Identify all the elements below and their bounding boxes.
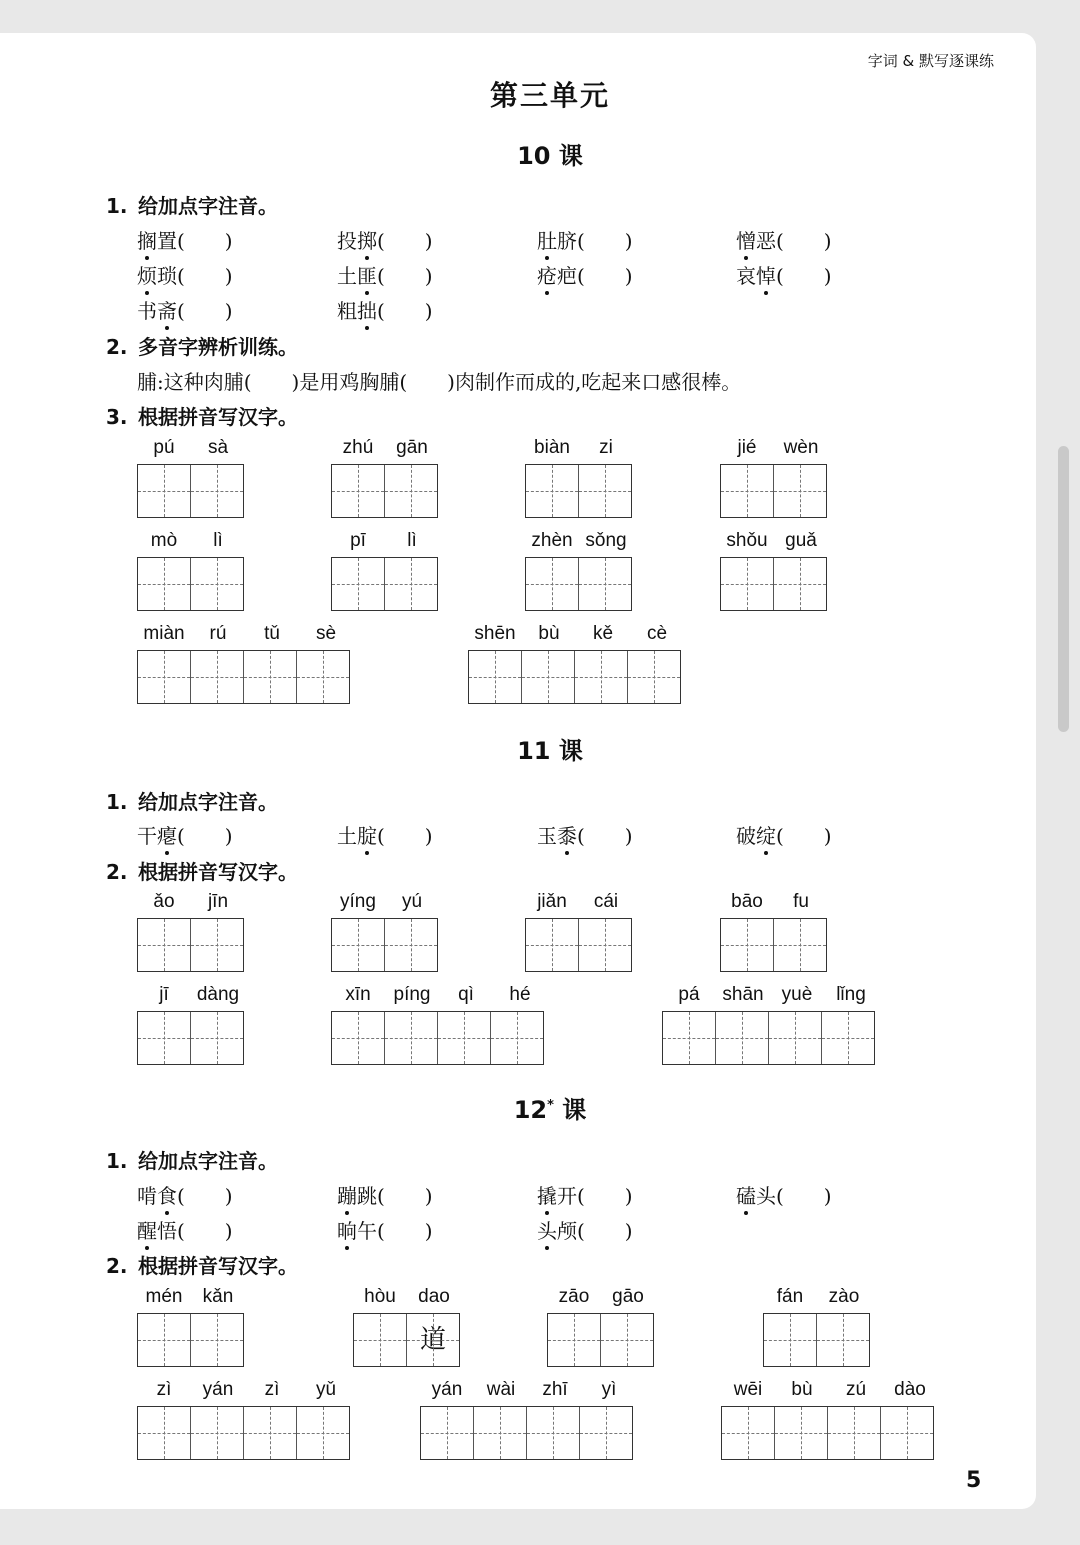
char-box[interactable] [579, 558, 631, 610]
pinyin-line [331, 984, 547, 1012]
pinyin-syllable: kǎn [202, 1286, 234, 1307]
pinyin-syllable: zú [845, 1379, 867, 1400]
char-box[interactable] [526, 465, 579, 517]
writing-grid [720, 918, 827, 972]
char-box[interactable] [721, 465, 774, 517]
pinyin-writing-group [420, 1379, 636, 1469]
pinyin-writing-group [353, 1286, 461, 1376]
series-header: 字词 & 默写逐课练 [867, 52, 994, 70]
char-box[interactable] [522, 651, 575, 703]
phonetic-item: 书斋( ) [137, 295, 233, 324]
phonetic-item: 土腚( ) [337, 820, 433, 849]
char-box[interactable] [332, 465, 385, 517]
char-box[interactable] [191, 558, 243, 610]
pinyin-line [525, 530, 633, 558]
pinyin-writing-group [525, 530, 633, 620]
phonetic-item: 投掷( ) [337, 225, 433, 254]
pinyin-syllable: bù [538, 623, 560, 644]
pinyin-syllable: dao [418, 1286, 450, 1307]
char-box[interactable] [332, 1012, 385, 1064]
pinyin-syllable: pá [678, 984, 700, 1005]
writing-grid [137, 650, 350, 704]
pinyin-syllable: pú [153, 437, 175, 458]
pinyin-syllable: jié [737, 437, 757, 458]
char-box[interactable] [601, 1314, 653, 1366]
writing-grid [331, 464, 438, 518]
pinyin-writing-group [331, 891, 439, 981]
page-number: 5 [966, 1468, 982, 1493]
char-box[interactable] [138, 558, 191, 610]
pinyin-syllable: cái [593, 891, 619, 912]
writing-grid [137, 918, 244, 972]
pinyin-syllable: zì [264, 1379, 280, 1400]
pinyin-writing-group [525, 437, 633, 527]
pinyin-syllable: jī [159, 984, 169, 1005]
char-box[interactable] [881, 1407, 933, 1459]
phonetic-item: 烦琐( ) [137, 260, 233, 289]
char-box[interactable] [138, 465, 191, 517]
pinyin-syllable: yì [601, 1379, 617, 1400]
lesson-10-title: 10 课 [517, 142, 583, 170]
char-box[interactable] [774, 919, 826, 971]
char-box[interactable] [575, 651, 628, 703]
char-box[interactable] [774, 558, 826, 610]
pinyin-line [468, 623, 684, 651]
char-box[interactable]: 道 [407, 1314, 459, 1366]
writing-grid [525, 464, 632, 518]
pinyin-writing-group [720, 437, 828, 527]
pinyin-writing-group [137, 1286, 245, 1376]
writing-grid [763, 1313, 870, 1367]
char-box[interactable] [191, 1314, 243, 1366]
phonetic-item: 啃食( ) [137, 1180, 233, 1209]
writing-grid [420, 1406, 633, 1460]
pinyin-line [353, 1286, 461, 1314]
phonetic-item: 蹦跳( ) [337, 1180, 433, 1209]
writing-grid [720, 557, 827, 611]
pinyin-syllable: fán [776, 1286, 804, 1307]
pinyin-syllable: lì [407, 530, 417, 551]
pinyin-syllable: fu [793, 891, 809, 912]
pinyin-line [137, 623, 353, 651]
pinyin-line [331, 891, 439, 919]
char-box[interactable] [138, 1314, 191, 1366]
char-box[interactable] [769, 1012, 822, 1064]
char-box[interactable] [191, 1012, 243, 1064]
pinyin-syllable: hòu [364, 1286, 396, 1307]
char-box[interactable] [244, 1407, 297, 1459]
char-box[interactable] [526, 919, 579, 971]
pinyin-line [137, 1286, 245, 1314]
pinyin-syllable: ǎo [153, 891, 175, 912]
char-box[interactable] [332, 558, 385, 610]
pinyin-syllable: hé [509, 984, 531, 1005]
char-box[interactable] [817, 1314, 869, 1366]
pinyin-syllable: shǒu [726, 530, 768, 551]
pinyin-line [137, 984, 245, 1012]
pinyin-syllable: cè [646, 623, 668, 644]
pinyin-writing-group [137, 891, 245, 981]
writing-grid [662, 1011, 875, 1065]
char-box[interactable] [579, 919, 631, 971]
pinyin-syllable: yú [401, 891, 423, 912]
phonetic-item: 憎恶( ) [736, 225, 832, 254]
char-box[interactable] [244, 651, 297, 703]
pinyin-syllable: biàn [534, 437, 570, 458]
char-box[interactable] [191, 1407, 244, 1459]
char-box[interactable] [775, 1407, 828, 1459]
pinyin-syllable: zhèn [531, 530, 573, 551]
char-box[interactable] [628, 651, 680, 703]
writing-grid [720, 464, 827, 518]
pinyin-line [137, 891, 245, 919]
pinyin-line [720, 530, 828, 558]
pinyin-syllable: jiǎn [537, 891, 567, 912]
pinyin-syllable: guǎ [785, 530, 817, 551]
char-box[interactable] [297, 1407, 349, 1459]
pinyin-syllable: zì [156, 1379, 172, 1400]
pinyin-line [763, 1286, 871, 1314]
char-box[interactable] [297, 651, 349, 703]
char-box[interactable] [138, 919, 191, 971]
pinyin-syllable: wèn [783, 437, 819, 458]
l10-question-3: 3. 根据拼音写汉字。 [106, 405, 298, 429]
pinyin-line [547, 1286, 655, 1314]
pinyin-writing-group [721, 1379, 937, 1469]
phonetic-item: 撬开( ) [537, 1180, 633, 1209]
char-box[interactable] [469, 651, 522, 703]
writing-grid [353, 1313, 460, 1367]
pinyin-syllable: shēn [474, 623, 516, 644]
char-box[interactable] [191, 919, 243, 971]
pinyin-writing-group [662, 984, 878, 1074]
pinyin-line [720, 437, 828, 465]
pinyin-syllable: mò [150, 530, 178, 551]
pinyin-syllable: sè [315, 623, 337, 644]
pinyin-writing-group [137, 623, 353, 713]
char-box[interactable] [527, 1407, 580, 1459]
pinyin-syllable: zāo [558, 1286, 590, 1307]
phonetic-item: 玉黍( ) [537, 820, 633, 849]
char-box[interactable] [332, 919, 385, 971]
phonetic-item: 磕头( ) [736, 1180, 832, 1209]
pinyin-syllable: gāo [612, 1286, 644, 1307]
pinyin-line [137, 1379, 353, 1407]
pinyin-line [420, 1379, 636, 1407]
char-box[interactable] [138, 1012, 191, 1064]
pinyin-syllable: zhī [542, 1379, 568, 1400]
phonetic-item: 晌午( ) [337, 1215, 433, 1244]
char-box[interactable] [663, 1012, 716, 1064]
pinyin-syllable: mén [145, 1286, 183, 1307]
pinyin-syllable: yíng [340, 891, 376, 912]
writing-grid [137, 1011, 244, 1065]
unit-title: 第三单元 [489, 79, 610, 112]
phonetic-item: 哀悼( ) [736, 260, 832, 289]
phonetic-item: 肚脐( ) [537, 225, 633, 254]
char-box[interactable] [526, 558, 579, 610]
writing-grid [721, 1406, 934, 1460]
pinyin-syllable: zi [599, 437, 613, 458]
phonetic-item: 土匪( ) [337, 260, 433, 289]
pinyin-syllable: lì [213, 530, 223, 551]
pinyin-line [137, 530, 245, 558]
pinyin-syllable: sà [207, 437, 229, 458]
char-box[interactable] [828, 1407, 881, 1459]
char-box[interactable] [191, 651, 244, 703]
char-box[interactable] [438, 1012, 491, 1064]
char-box[interactable] [548, 1314, 601, 1366]
writing-grid [137, 1313, 244, 1367]
char-box[interactable] [385, 1012, 438, 1064]
writing-grid [331, 557, 438, 611]
pinyin-writing-group [468, 623, 684, 713]
char-box[interactable] [721, 558, 774, 610]
pinyin-line [137, 437, 245, 465]
pinyin-line [720, 891, 828, 919]
pinyin-syllable: rú [209, 623, 227, 644]
pinyin-syllable: zào [828, 1286, 860, 1307]
phonetic-item: 破绽( ) [736, 820, 832, 849]
writing-grid [137, 557, 244, 611]
pinyin-syllable: yán [202, 1379, 234, 1400]
pinyin-syllable: tǔ [264, 623, 280, 644]
l10-question-2: 2. 多音字辨析训练。 [106, 335, 298, 359]
char-box[interactable] [822, 1012, 874, 1064]
pinyin-syllable: yǔ [315, 1379, 337, 1400]
phonetic-item: 干瘪( ) [137, 820, 233, 849]
pinyin-syllable: miàn [143, 623, 185, 644]
char-box[interactable] [491, 1012, 543, 1064]
char-box[interactable] [474, 1407, 527, 1459]
char-box[interactable] [385, 558, 437, 610]
l11-question-1: 1. 给加点字注音。 [106, 790, 278, 814]
pinyin-writing-group [763, 1286, 871, 1376]
phonetic-item: 搁置( ) [137, 225, 233, 254]
pinyin-writing-group [137, 530, 245, 620]
pinyin-syllable: jīn [207, 891, 229, 912]
phonetic-item: 醒悟( ) [137, 1215, 233, 1244]
writing-grid [525, 557, 632, 611]
lesson-11-title: 11 课 [517, 737, 583, 765]
pinyin-line [525, 437, 633, 465]
pinyin-line [331, 530, 439, 558]
pinyin-syllable: pī [350, 530, 366, 551]
writing-grid [525, 918, 632, 972]
pinyin-syllable: yán [431, 1379, 463, 1400]
lesson-12-title: 12* 课 [513, 1096, 587, 1124]
pinyin-writing-group [720, 530, 828, 620]
l12-question-1: 1. 给加点字注音。 [106, 1149, 278, 1173]
pinyin-syllable: dào [894, 1379, 926, 1400]
pinyin-line [525, 891, 633, 919]
writing-grid [468, 650, 681, 704]
pinyin-syllable: píng [393, 984, 431, 1005]
pinyin-line [331, 437, 439, 465]
char-box[interactable] [721, 919, 774, 971]
pinyin-writing-group [137, 437, 245, 527]
pinyin-syllable: bāo [731, 891, 763, 912]
l12-question-2: 2. 根据拼音写汉字。 [106, 1254, 298, 1278]
pinyin-line [662, 984, 878, 1012]
pinyin-syllable: kě [592, 623, 614, 644]
char-box[interactable] [774, 465, 826, 517]
pinyin-syllable: gān [396, 437, 428, 458]
pinyin-syllable: sǒng [585, 530, 627, 551]
pinyin-syllable: qì [458, 984, 474, 1005]
pinyin-syllable: xīn [345, 984, 371, 1005]
phonetic-item: 疮疤( ) [537, 260, 633, 289]
char-box[interactable] [385, 465, 437, 517]
char-box[interactable] [580, 1407, 632, 1459]
pinyin-writing-group [137, 1379, 353, 1469]
pinyin-syllable: zhú [342, 437, 374, 458]
writing-grid [137, 464, 244, 518]
char-box[interactable] [191, 465, 243, 517]
char-box[interactable] [385, 919, 437, 971]
l10-question-1: 1. 给加点字注音。 [106, 194, 278, 218]
pinyin-writing-group [331, 530, 439, 620]
char-box[interactable] [138, 651, 191, 703]
pinyin-syllable: wēi [733, 1379, 763, 1400]
pinyin-syllable: yuè [781, 984, 813, 1005]
char-box[interactable] [716, 1012, 769, 1064]
char-box[interactable] [579, 465, 631, 517]
char-box[interactable] [421, 1407, 474, 1459]
l11-question-2: 2. 根据拼音写汉字。 [106, 860, 298, 884]
char-box[interactable] [138, 1407, 191, 1459]
writing-grid [331, 918, 438, 972]
char-box[interactable] [354, 1314, 407, 1366]
pinyin-writing-group [525, 891, 633, 981]
char-box[interactable] [722, 1407, 775, 1459]
pinyin-writing-group [331, 984, 547, 1074]
char-box[interactable] [764, 1314, 817, 1366]
pinyin-writing-group [137, 984, 245, 1074]
pinyin-writing-group [720, 891, 828, 981]
pinyin-syllable: wài [486, 1379, 516, 1400]
pinyin-syllable: bù [791, 1379, 813, 1400]
writing-grid [547, 1313, 654, 1367]
pinyin-writing-group [331, 437, 439, 527]
pinyin-syllable: lǐng [836, 984, 866, 1005]
phonetic-item: 头颅( ) [537, 1215, 633, 1244]
pinyin-writing-group [547, 1286, 655, 1376]
pinyin-syllable: dàng [196, 984, 240, 1005]
pinyin-line [721, 1379, 937, 1407]
scrollbar[interactable] [1058, 446, 1069, 732]
writing-grid [331, 1011, 544, 1065]
writing-grid [137, 1406, 350, 1460]
phonetic-item: 粗拙( ) [337, 295, 433, 324]
polyphone-sentence: 脯:这种肉脯( )是用鸡胸脯( )肉制作而成的,吃起来口感很棒。 [137, 370, 742, 394]
pinyin-syllable: shān [722, 984, 764, 1005]
